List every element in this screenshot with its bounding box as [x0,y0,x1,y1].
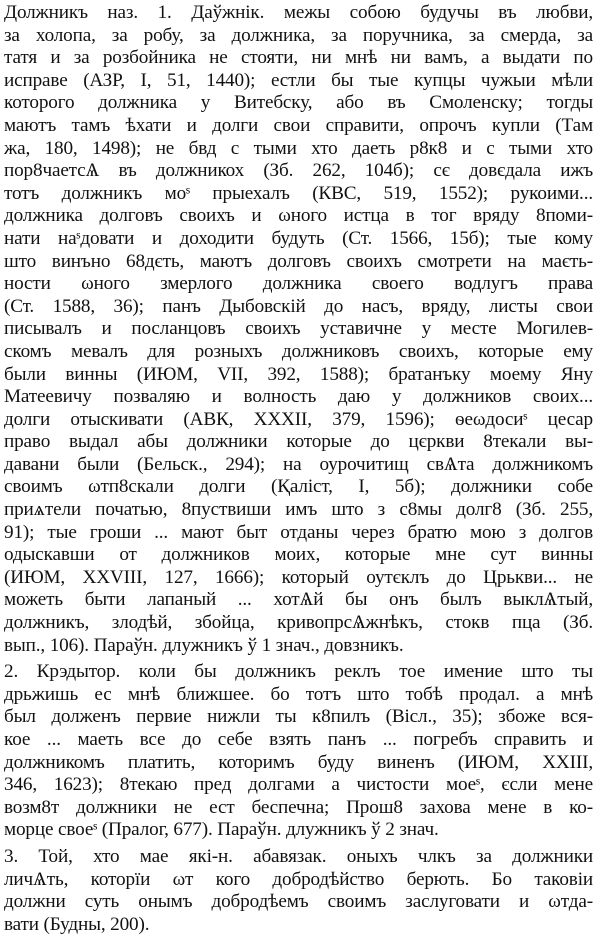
text-line: исправе (АЗР, I, 51, 1440); естли бы тые купцы чужыи мѣли [4,69,593,91]
text-line: татя и за розбойника не стояти, ни мнѣ ни вамъ, а выдати по [4,47,593,69]
text-line: был долженъ первие нижли ты к8пилъ (Вісл., 35); збоже вся- [4,706,593,728]
text-line: своимъ ωтп8скали долги (Қаліст, I, 5б); должники собе [4,476,593,498]
text-line: (ИЮМ, XXVIII, 127, 1666); который оутєклъ до Црькви... не [4,566,593,588]
text-line: морце своеˢ (Пралог, 677). Параўн. длужникъ ў 2 знач. [4,819,439,841]
text-line: за холопа, за робу, за должника, за поручника, за смерда, за [4,24,593,46]
text-line: были винны (ИЮМ, VII, 392, 1588); братанъку моему Яну [4,363,593,385]
text-line: которого должника у Витебску, або въ Смоленску; тогды [4,92,593,114]
text-line: 2. Крэдытор. коли бы должникъ реклъ тое имение што ты [4,661,593,683]
sense-2-paragraph [4,661,593,842]
text-line: должникъ, злодѣй, збойца, кривопрсѦжнѣкъ, стокв пца (Зб. [4,612,593,634]
text-line: писывалъ и посланцовъ своихъ уставичне у месте Могилев- [4,318,593,340]
text-line: жа, 180, 1498); не бвд с тыми хто даеть р8к8 и с тыми хто [4,137,593,159]
text-line: (Ст. 1588, 36); панъ Дыбовскій до насъ, вряду, листы свои [4,295,593,317]
text-line: кое ... маеть все до себе взять панъ ... погребъ справить и [4,729,593,750]
text-line: пор8чаетсѦ въ должникох (Зб. 262, 104б); сє довєдала ижъ [4,160,593,182]
text-line: маютъ тамъ ѣхати и долги свои справити, опрочъ купли (Там [4,114,593,136]
text-line: 3. Той, хто мае якi-н. абавязак. оныхъ члкъ за должники [4,845,593,867]
sense-1-paragraph [4,2,593,657]
text-line: давани были (Бельск., 294); на оурочитищ свѦта должникомъ [4,453,593,475]
text-line: 346, 1623); 8текаю пред долгами а чистости моеˢ, єсли мене [4,774,593,796]
text-line: долги отыскивати (АВК, XXXII, 379, 1596); ѳеωдосиˢ цесар [4,408,593,430]
text-line: личѦть, которїи ωт кого добродѣйство берють. Бо таковіи [4,868,593,890]
text-line: должникомъ платить, которимъ буду виненъ (ИЮМ, XXIII, [4,751,593,773]
text-line: нати наˢдовати и доходити будуть (Ст. 1566, 15б); тые кому [4,227,593,249]
text-line: Матеевичу позваляю и волность даю у должников своих... [4,386,593,408]
text-line: дрьжишь ес мнѣ ближшее. бо тотъ што тобѣ продал. а мнѣ [4,683,593,705]
text-line: тотъ должникъ моˢ прыехалъ (КВС, 519, 1552); рукоими... [4,182,593,204]
text-line: 91); тые гроши ... мают быт отданы через братю мою з долгов [4,521,593,543]
text-line: скомъ мевалъ для розныхъ должниковъ своихъ, которые ему [4,340,593,362]
text-line: возм8т должники не ест беспечна; Прош8 захова мене в ко- [4,796,593,818]
text-line: должни суть онымъ добродѣемъ своимъ заслуговати и ωтда- [4,891,593,913]
text-line: вати (Будны, 200). [4,913,150,935]
text-line: вып., 106). Параўн. длужникъ ў 1 знач., довзникъ. [4,634,404,656]
text-line: одыскавши от должников моих, которые мне сут винны [4,544,593,566]
text-line: приѧтели початью, 8пуствиши имъ што з с8мы долг8 (Зб. 255, [4,499,593,521]
text-line: Должникъ наз. 1. Даўжнік. межы собою будучы въ любви, [4,2,593,23]
text-line: можеть быти лапаный ... хотѦй бы онъ былъ выклѦтый, [4,589,593,611]
text-line: што винъно 68дєть, маютъ долговъ своихъ смотрети на маєть- [4,250,593,272]
text-line: право выдал абы должники которые до цєркви 8текали вы- [4,431,593,453]
text-line: должника долговъ своихъ и ωного истца в тог вряду 8поми- [4,205,593,227]
sense-3-paragraph [4,846,593,936]
text-line: ности ωного змерлого должника своего водлугъ права [4,273,593,295]
dictionary-entry [4,2,593,936]
